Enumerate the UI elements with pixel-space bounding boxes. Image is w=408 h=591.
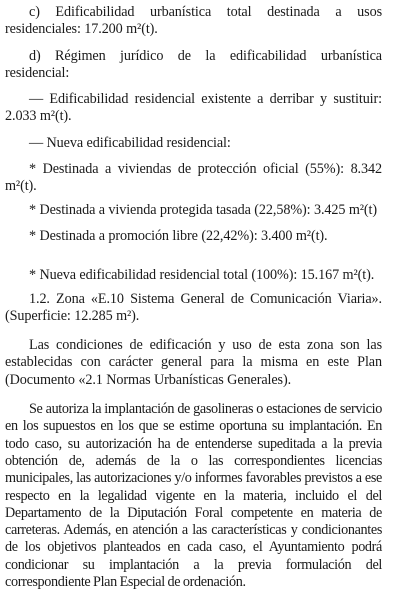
section-heading: 1.2. Zona «E.10 Sistema General de Comunicación Viaria». (Superficie: 12.285 m²). — [5, 290, 382, 324]
item-vpo: * Destinada a viviendas de protección oficial (55%): 8.342 m²(t). — [5, 161, 382, 195]
item-tasada: * Destinada a vivienda protegida tasada (22,58%): 3.425 m²(t) — [29, 201, 378, 218]
item-nueva: — Nueva edificabilidad residencial: — [29, 134, 231, 151]
item-existente: — Edificabilidad residencial existente a derribar y sustituir: 2.033 m²(t). — [5, 91, 382, 125]
document-page — [5, 4, 382, 591]
item-total: * Nueva edificabilidad residencial total (100%): 15.167 m²(t). — [29, 267, 375, 284]
item-libre: * Destinada a promoción libre (22,42%): 3.400 m²(t). — [29, 227, 328, 244]
paragraph-gasolineras: Se autoriza la implantación de gasolineras o estaciones de servicio en los supuestos en los que se estime oportuna su implantación. En todo caso, su autorización ha de entenderse supeditada a la previa obtención de, además de la o las correspondientes licencias municipales, las autorizaciones y/o informes favorables previstos a ese respecto en la legalidad vigente en la materia, incluido el del Departamento de la Diputación Foral competente en materia de carreteras. Además, en atención a las características y condicionantes de los objetivos planteados en cada caso, el Ayuntamiento podrá condicionar su implantación a la previa formulación del correspondiente Plan Especial de ordenación. — [5, 401, 382, 591]
item-d: d) Régimen jurídico de la edificabilidad urbanística residencial: — [5, 47, 382, 81]
paragraph-condiciones: Las condiciones de edificación y uso de esta zona son las establecidas con carácter general para la misma en este Plan (Documento «2.1 Normas Urbanísticas Generales). — [5, 337, 382, 388]
item-c: c) Edificabilidad urbanística total destinada a usos residenciales: 17.200 m²(t). — [5, 4, 382, 38]
